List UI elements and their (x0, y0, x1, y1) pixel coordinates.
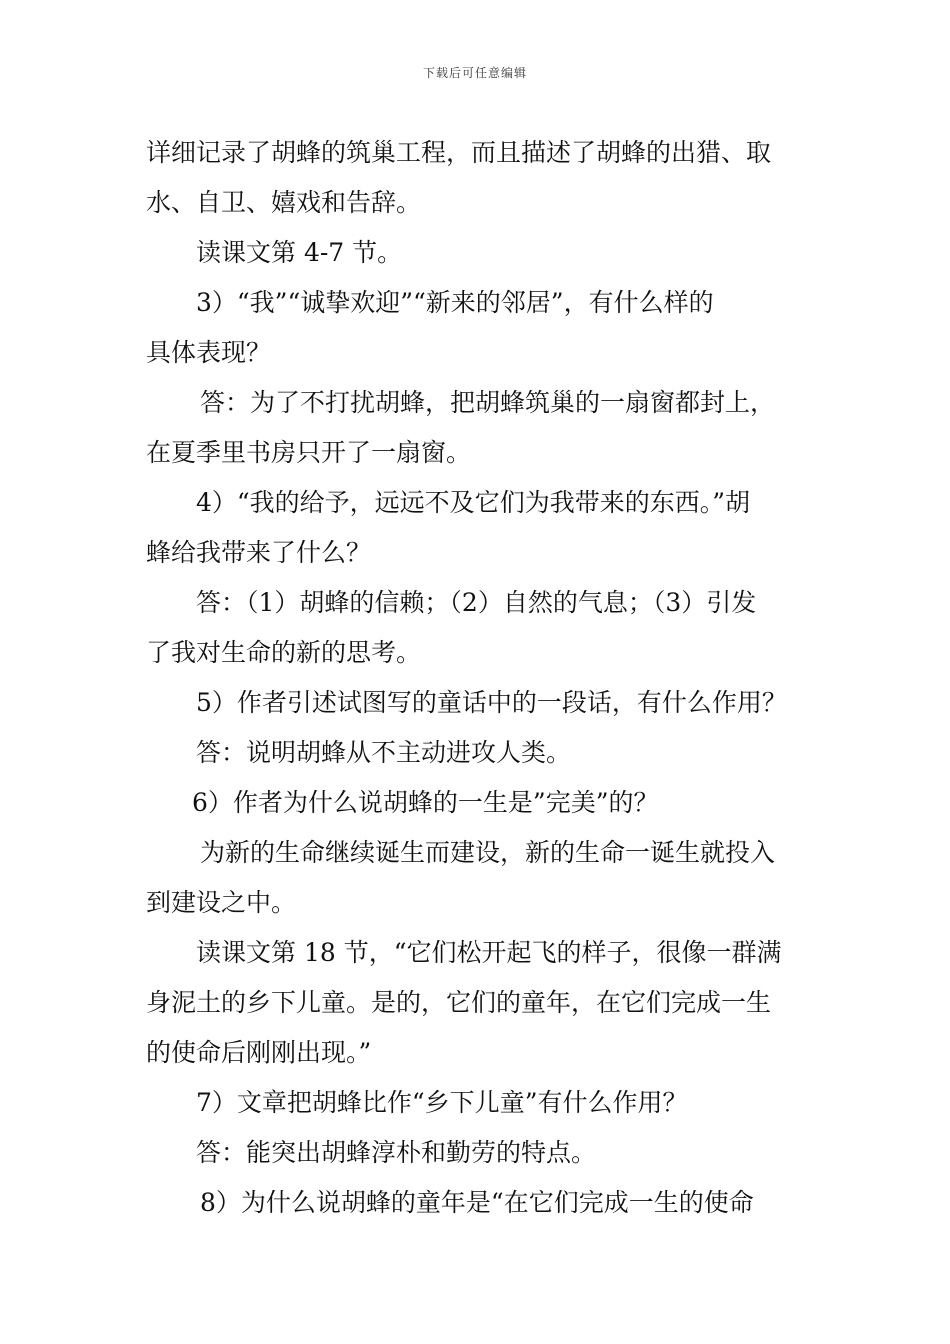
text-line: 8）为什么说胡蜂的童年是“在它们完成一生的使命 (200, 1188, 754, 1217)
text-line: 答：能突出胡蜂淳朴和勤劳的特点。 (196, 1138, 597, 1167)
text-line: 5）作者引述试图写的童话中的一段话，有什么作用？ (196, 688, 787, 717)
text-line: 水、自卫、嬉戏和告辞。 (146, 188, 422, 217)
text-line: 在夏季里书房只开了一扇窗。 (146, 438, 472, 467)
page-header: 下载后可任意编辑 (422, 66, 527, 80)
text-line: 为新的生命继续诞生而建设，新的生命一诞生就投入 (200, 838, 776, 867)
text-line: 读课文第 4-7 节。 (196, 238, 403, 267)
text-line: 详细记录了胡蜂的筑巢工程，而且描述了胡蜂的出猎、取 (146, 138, 772, 167)
text-line: 答：为了不打扰胡蜂，把胡蜂筑巢的一扇窗都封上， (200, 388, 776, 417)
text-line: 7）文章把胡蜂比作“乡下儿童”有什么作用？ (196, 1088, 688, 1117)
text-line: 4）“我的给予，远远不及它们为我带来的东西。”胡 (196, 488, 750, 517)
text-line: 身泥土的乡下儿童。是的，它们的童年，在它们完成一生 (146, 988, 772, 1017)
document-body (146, 128, 806, 1228)
text-line: 的使命后刚刚出现。” (146, 1038, 372, 1067)
text-line: 读课文第 18 节，“它们松开起飞的样子，很像一群满 (196, 938, 782, 967)
text-line: 3）“我”“诚挚欢迎”“新来的邻居”，有什么样的 (196, 288, 714, 317)
text-line: 蜂给我带来了什么？ (146, 538, 372, 567)
text-line: 具体表现？ (146, 338, 272, 367)
text-line: 到建设之中。 (146, 888, 297, 917)
text-line: 6）作者为什么说胡蜂的一生是”完美”的？ (192, 788, 659, 817)
text-line: 了我对生命的新的思考。 (146, 638, 422, 667)
text-line: 答：说明胡蜂从不主动进攻人类。 (196, 738, 572, 767)
text-line: 答：（1）胡蜂的信赖；（2）自然的气息；（3）引发 (196, 588, 757, 617)
